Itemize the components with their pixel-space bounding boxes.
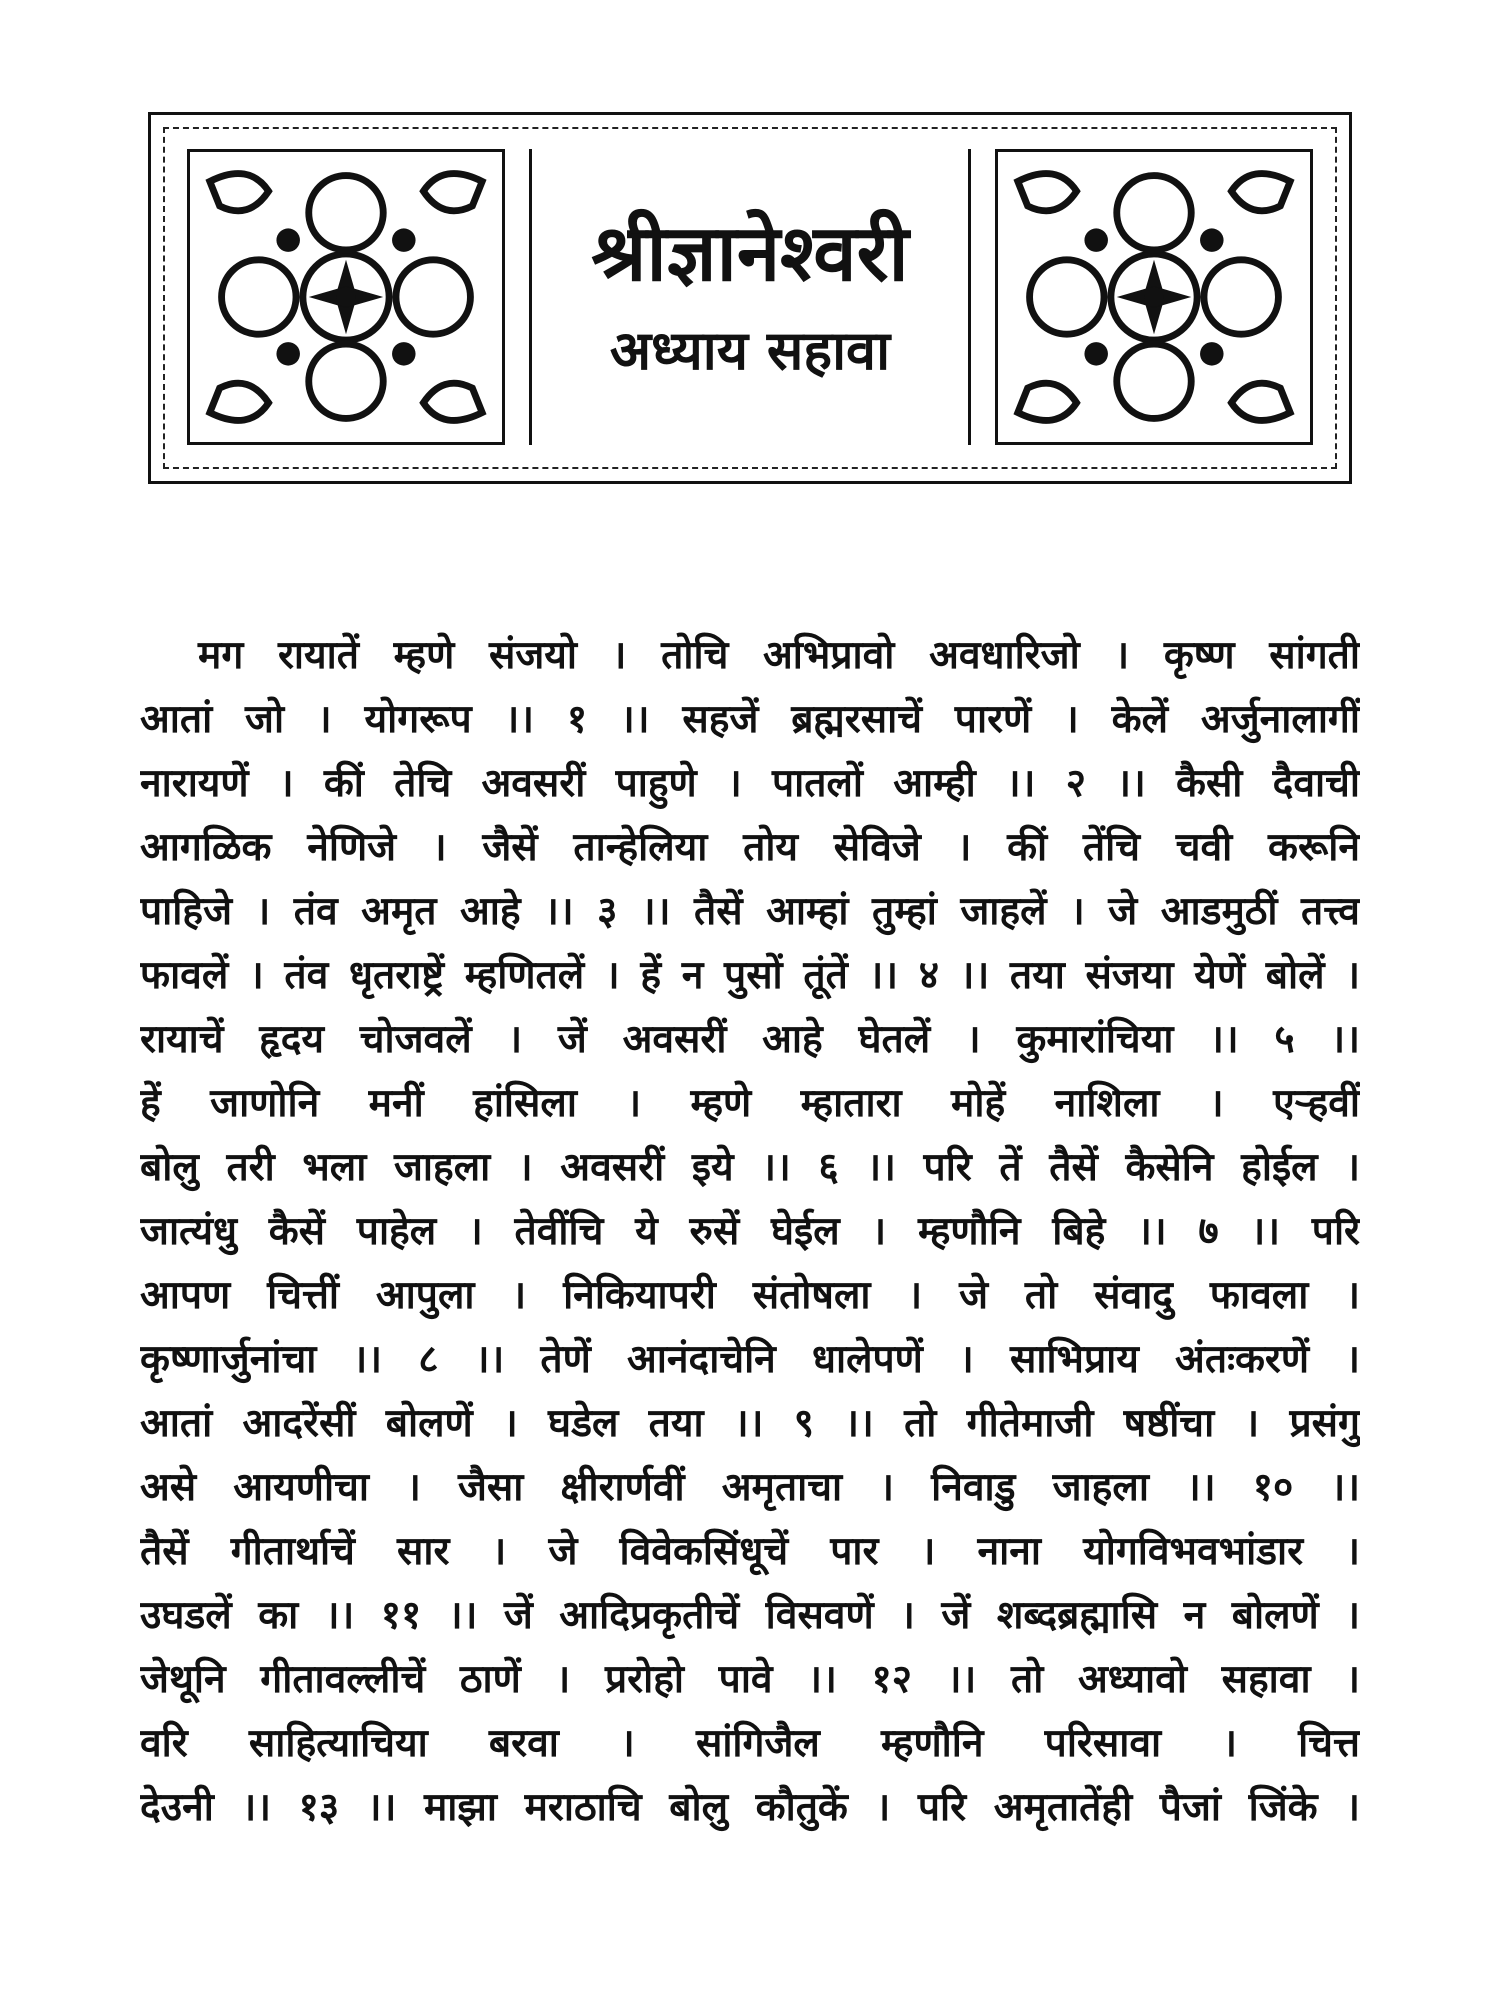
text-line: देउनी ।। १३ ।। माझा मराठाचि बोलु कौतुकें । परि अमृतातेंही पैजां जिंके । bbox=[140, 1785, 1360, 1830]
text-line: असे आयणीचा । जैसा क्षीरार्णवीं अमृताचा । निवाडु जाहला ।। १० ।। bbox=[140, 1465, 1360, 1510]
text-line: फावलें । तंव धृतराष्ट्रें म्हणितलें । हें न पुसों तूंतें ।। ४ ।। तया संजया येणें बोलें । bbox=[140, 953, 1360, 998]
text-line: आपण चित्तीं आपुला । निकियापरी संतोषला । जे तो संवादु फावला । bbox=[140, 1273, 1360, 1318]
verse-text-block bbox=[140, 624, 1360, 1840]
text-line: हें जाणोनि मनीं हांसिला । म्हणे म्हातारा मोहें नाशिला । एऱ्हवीं bbox=[140, 1081, 1360, 1126]
text-line: मग रायातें म्हणे संजयो । तोचि अभिप्रावो अवधारिजो । कृष्ण सांगती bbox=[198, 633, 1360, 678]
floral-ornament-right-icon bbox=[995, 149, 1313, 445]
text-line: रायाचें हृदय चोजवलें । जें अवसरीं आहे घेतलें । कुमारांचिया ।। ५ ।। bbox=[140, 1017, 1360, 1062]
rosette-left bbox=[190, 152, 502, 442]
text-line: उघडलें का ।। ११ ।। जें आदिप्रकृतीचें विसवणें । जें शब्दब्रह्मासि न बोलणें । bbox=[140, 1593, 1360, 1638]
text-line: जेथूनि गीतावल्लीचें ठाणें । प्ररोहो पावे ।। १२ ।। तो अध्यावो सहावा । bbox=[140, 1657, 1360, 1702]
text-line: नारायणें । कीं तेचि अवसरीं पाहुणे । पातलों आम्ही ।। २ ।। कैसी दैवाची bbox=[140, 761, 1360, 806]
text-line: आतां जो । योगरूप ।। १ ।। सहजें ब्रह्मरसाचें पारणें । केलें अर्जुनालागीं bbox=[140, 697, 1360, 742]
rosette-right bbox=[998, 152, 1310, 442]
text-line: पाहिजे । तंव अमृत आहे ।। ३ ।। तैसें आम्हां तुम्हां जाहलें । जे आडमुठीं तत्त्व bbox=[140, 889, 1360, 934]
text-line: तैसें गीतार्थाचें सार । जे विवेकसिंधूचें पार । नाना योगविभवभांडार । bbox=[140, 1529, 1360, 1574]
text-line: वरि साहित्याचिया बरवा । सांगिजैल म्हणौनि परिसावा । चित्त bbox=[140, 1721, 1360, 1766]
page-title: श्रीज्ञानेश्वरी bbox=[591, 208, 909, 299]
text-line: जात्यंधु कैसें पाहेल । तेवींचि ये रुसें घेईल । म्हणौनि बिहे ।। ७ ।। परि bbox=[140, 1209, 1360, 1254]
title-banner bbox=[148, 112, 1352, 484]
text-line: कृष्णार्जुनांचा ।। ८ ।। तेणें आनंदाचेनि धालेपणें । साभिप्राय अंतःकरणें । bbox=[140, 1337, 1360, 1382]
title-panel bbox=[529, 149, 971, 445]
text-line: आगळिक नेणिजे । जैसें तान्हेलिया तोय सेविजे । कीं तेंचि चवी करूनि bbox=[140, 825, 1360, 870]
chapter-subtitle: अध्याय सहावा bbox=[609, 317, 891, 382]
floral-ornament-left-icon bbox=[187, 149, 505, 445]
text-line: बोलु तरी भला जाहला । अवसरीं इये ।। ६ ।। परि तें तैसें कैसेनि होईल । bbox=[140, 1145, 1360, 1190]
text-line: आतां आदरेंसीं बोलणें । घडेल तया ।। ९ ।। तो गीतेमाजी षष्ठींचा । प्रसंगु bbox=[140, 1401, 1360, 1446]
